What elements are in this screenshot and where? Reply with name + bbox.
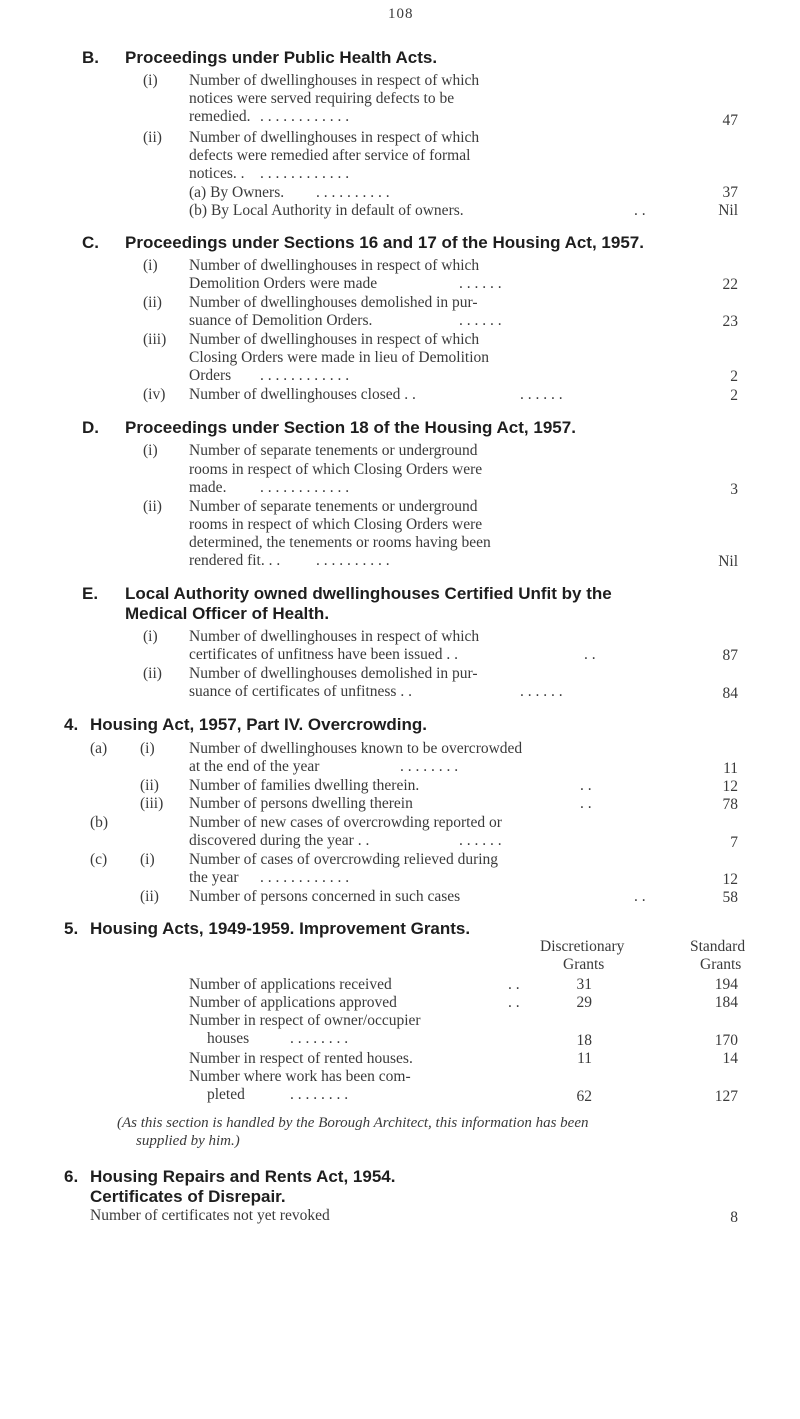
section-b-letter: B.	[82, 48, 99, 67]
e-ii-line2: suance of certificates of unfitness . .	[189, 683, 412, 700]
b-ii-line3: notices. .	[189, 165, 245, 182]
c-ii-line1: Number of dwellinghouses demolished in pur-	[189, 294, 478, 311]
leader-dots: . .	[634, 888, 646, 905]
s4-a-label: (a)	[90, 740, 108, 757]
section-5-title: Housing Acts, 1949-1959. Improvement Grants.	[90, 919, 471, 938]
e-ii-value: 84	[722, 685, 738, 702]
grants-row4-text: Number in respect of rented houses.	[189, 1050, 413, 1067]
c-ii-line2: suance of Demolition Orders.	[189, 312, 373, 329]
section-6-title-line1: Housing Repairs and Rents Act, 1954.	[90, 1167, 396, 1186]
c-ii-label: (ii)	[143, 294, 162, 311]
leader-dots: . . . . . . . . . . . .	[260, 869, 350, 886]
d-ii-line1: Number of separate tenements or underground	[189, 498, 478, 515]
d-ii-line2: rooms in respect of which Closing Orders were	[189, 516, 483, 533]
col-discretionary-line2: Grants	[563, 956, 605, 973]
c-ii-value: 23	[722, 313, 738, 330]
e-i-label: (i)	[143, 628, 158, 645]
b-ii-line2: defects were remedied after service of formal	[189, 147, 471, 164]
grants-row1-discretionary: 31	[576, 976, 592, 993]
grants-row4-discretionary: 11	[577, 1050, 592, 1067]
section-d-letter: D.	[82, 418, 99, 437]
s4-a-iii-value: 78	[722, 796, 738, 813]
s4-c-i-label: (i)	[140, 851, 155, 868]
leader-dots: . . . . . . . . . . . .	[260, 108, 350, 125]
d-ii-line3: determined, the tenements or rooms having been	[189, 534, 491, 551]
grants-row3-discretionary: 18	[576, 1032, 592, 1049]
grants-row3-line1: Number in respect of owner/occupier	[189, 1012, 421, 1029]
grants-note-line1: (As this section is handled by the Borough Architect, this information has been	[117, 1115, 589, 1131]
e-i-value: 87	[722, 647, 738, 664]
s4-b-line1: Number of new cases of overcrowding reported or	[189, 814, 502, 831]
s4-a-i-line1: Number of dwellinghouses known to be overcrowded	[189, 740, 523, 757]
c-i-value: 22	[722, 276, 738, 293]
c-iv-value: 2	[730, 387, 738, 404]
e-i-line1: Number of dwellinghouses in respect of which	[189, 628, 480, 645]
b-a-value: 37	[722, 184, 738, 201]
section-d-title: Proceedings under Section 18 of the Housing Act, 1957.	[125, 418, 576, 437]
section-4-title: Housing Act, 1957, Part IV. Overcrowding.	[90, 715, 427, 734]
c-iii-line1: Number of dwellinghouses in respect of which	[189, 331, 480, 348]
leader-dots: . . . . . .	[520, 683, 563, 700]
section-c-letter: C.	[82, 233, 99, 252]
s4-c-i-line1: Number of cases of overcrowding relieved during	[189, 851, 499, 868]
e-ii-line1: Number of dwellinghouses demolished in pur-	[189, 665, 478, 682]
b-i-line1: Number of dwellinghouses in respect of which	[189, 72, 480, 89]
grants-row5-line2: pleted	[207, 1086, 245, 1103]
section-6-number: 6.	[64, 1167, 79, 1186]
d-i-label: (i)	[143, 442, 158, 459]
leader-dots: . . . . . . . . . .	[316, 552, 390, 569]
c-i-line1: Number of dwellinghouses in respect of which	[189, 257, 480, 274]
grants-row1-text: Number of applications received	[189, 976, 392, 993]
leader-dots: . .	[580, 777, 592, 794]
s4-c-i-value: 12	[722, 871, 738, 888]
leader-dots: . .	[584, 646, 596, 663]
d-i-line3: made.	[189, 479, 227, 496]
section-e-title-line1: Local Authority owned dwellinghouses Certified Unfit by the	[125, 584, 612, 603]
s4-c-label: (c)	[90, 851, 108, 868]
e-i-line2: certificates of unfitness have been issued . .	[189, 646, 459, 663]
grants-row1-standard: 194	[714, 976, 738, 993]
leader-dots: . . . . . . . .	[290, 1086, 349, 1103]
leader-dots: . . . . . .	[459, 312, 502, 329]
leader-dots: . . . . . . . . . .	[316, 184, 390, 201]
d-ii-value: Nil	[718, 553, 738, 570]
s4-c-ii-line1: Number of persons concerned in such cases	[189, 888, 461, 905]
b-i-value: 47	[722, 112, 738, 129]
grants-note-line2: supplied by him.)	[136, 1133, 240, 1149]
b-i-line2: notices were served requiring defects to be	[189, 90, 455, 107]
s4-a-ii-line1: Number of families dwelling therein.	[189, 777, 420, 794]
s4-a-i-line2: at the end of the year	[189, 758, 320, 775]
section-e-letter: E.	[82, 584, 99, 603]
leader-dots: . . . . . . . .	[290, 1030, 349, 1047]
section-5-number: 5.	[64, 919, 79, 938]
c-iii-value: 2	[730, 368, 738, 385]
s4-c-ii-value: 58	[722, 889, 738, 906]
grants-row2-text: Number of applications approved	[189, 994, 397, 1011]
leader-dots: . . . . . . . .	[400, 758, 459, 775]
s4-a-ii-value: 12	[722, 778, 738, 795]
leader-dots: . . . . . . . . . . . .	[260, 165, 350, 182]
section-4-number: 4.	[64, 715, 79, 734]
leader-dots: . . . . . .	[459, 832, 502, 849]
c-iii-line3: Orders	[189, 367, 232, 384]
c-iii-label: (iii)	[143, 331, 167, 348]
d-ii-label: (ii)	[143, 498, 162, 515]
s4-a-ii-label: (ii)	[140, 777, 159, 794]
s4-a-i-label: (i)	[140, 740, 155, 757]
s4-b-label: (b)	[90, 814, 109, 831]
section-6-title-line2: Certificates of Disrepair.	[90, 1187, 286, 1206]
s4-b-line2: discovered during the year . .	[189, 832, 370, 849]
b-ii-label: (ii)	[143, 129, 162, 146]
s4-c-i-line2: the year	[189, 869, 239, 886]
leader-dots: . . . . . . . . . . . .	[260, 367, 350, 384]
grants-row4-standard: 14	[722, 1050, 738, 1067]
leader-dots: . . . . . .	[459, 275, 502, 292]
b-i-line3: remedied.	[189, 108, 251, 125]
leader-dots: . .	[634, 202, 646, 219]
page-number: 108	[388, 6, 414, 22]
grants-row3-line2: houses	[207, 1030, 250, 1047]
d-i-line2: rooms in respect of which Closing Orders were	[189, 461, 483, 478]
s6-value: 8	[730, 1209, 738, 1226]
b-b-text: (b) By Local Authority in default of owners.	[189, 202, 464, 219]
leader-dots: . .	[580, 795, 592, 812]
c-iii-line2: Closing Orders were made in lieu of Demolition	[189, 349, 490, 366]
d-ii-line4: rendered fit. . .	[189, 552, 281, 569]
leader-dots: . . . . . . . . . . . .	[260, 479, 350, 496]
e-ii-label: (ii)	[143, 665, 162, 682]
s4-a-iii-label: (iii)	[140, 795, 164, 812]
b-ii-line1: Number of dwellinghouses in respect of which	[189, 129, 480, 146]
d-i-value: 3	[730, 481, 738, 498]
grants-row2-discretionary: 29	[576, 994, 592, 1011]
c-iv-line1: Number of dwellinghouses closed . .	[189, 386, 416, 403]
b-a-text: (a) By Owners.	[189, 184, 285, 201]
s4-b-value: 7	[730, 834, 738, 851]
c-iv-label: (iv)	[143, 386, 166, 403]
grants-row5-standard: 127	[714, 1088, 738, 1105]
b-b-value: Nil	[718, 202, 738, 219]
section-b-title: Proceedings under Public Health Acts.	[125, 48, 438, 67]
leader-dots: . .	[508, 994, 520, 1011]
col-discretionary-line1: Discretionary	[540, 938, 625, 955]
grants-row5-discretionary: 62	[576, 1088, 592, 1105]
leader-dots: . .	[508, 976, 520, 993]
c-i-line2: Demolition Orders were made	[189, 275, 378, 292]
section-e-title-line2: Medical Officer of Health.	[125, 604, 330, 623]
s4-a-i-value: 11	[723, 760, 738, 777]
grants-row5-line1: Number where work has been com-	[189, 1068, 411, 1085]
s4-c-ii-label: (ii)	[140, 888, 159, 905]
section-c-title: Proceedings under Sections 16 and 17 of the Housing Act, 1957.	[125, 233, 644, 252]
grants-row2-standard: 184	[714, 994, 738, 1011]
s6-line1: Number of certificates not yet revoked	[90, 1207, 330, 1224]
col-standard-line1: Standard	[690, 938, 746, 955]
leader-dots: . . . . . .	[520, 386, 563, 403]
c-i-label: (i)	[143, 257, 158, 274]
d-i-line1: Number of separate tenements or underground	[189, 442, 478, 459]
b-i-label: (i)	[143, 72, 158, 89]
col-standard-line2: Grants	[700, 956, 742, 973]
grants-row3-standard: 170	[714, 1032, 738, 1049]
s4-a-iii-line1: Number of persons dwelling therein	[189, 795, 413, 812]
